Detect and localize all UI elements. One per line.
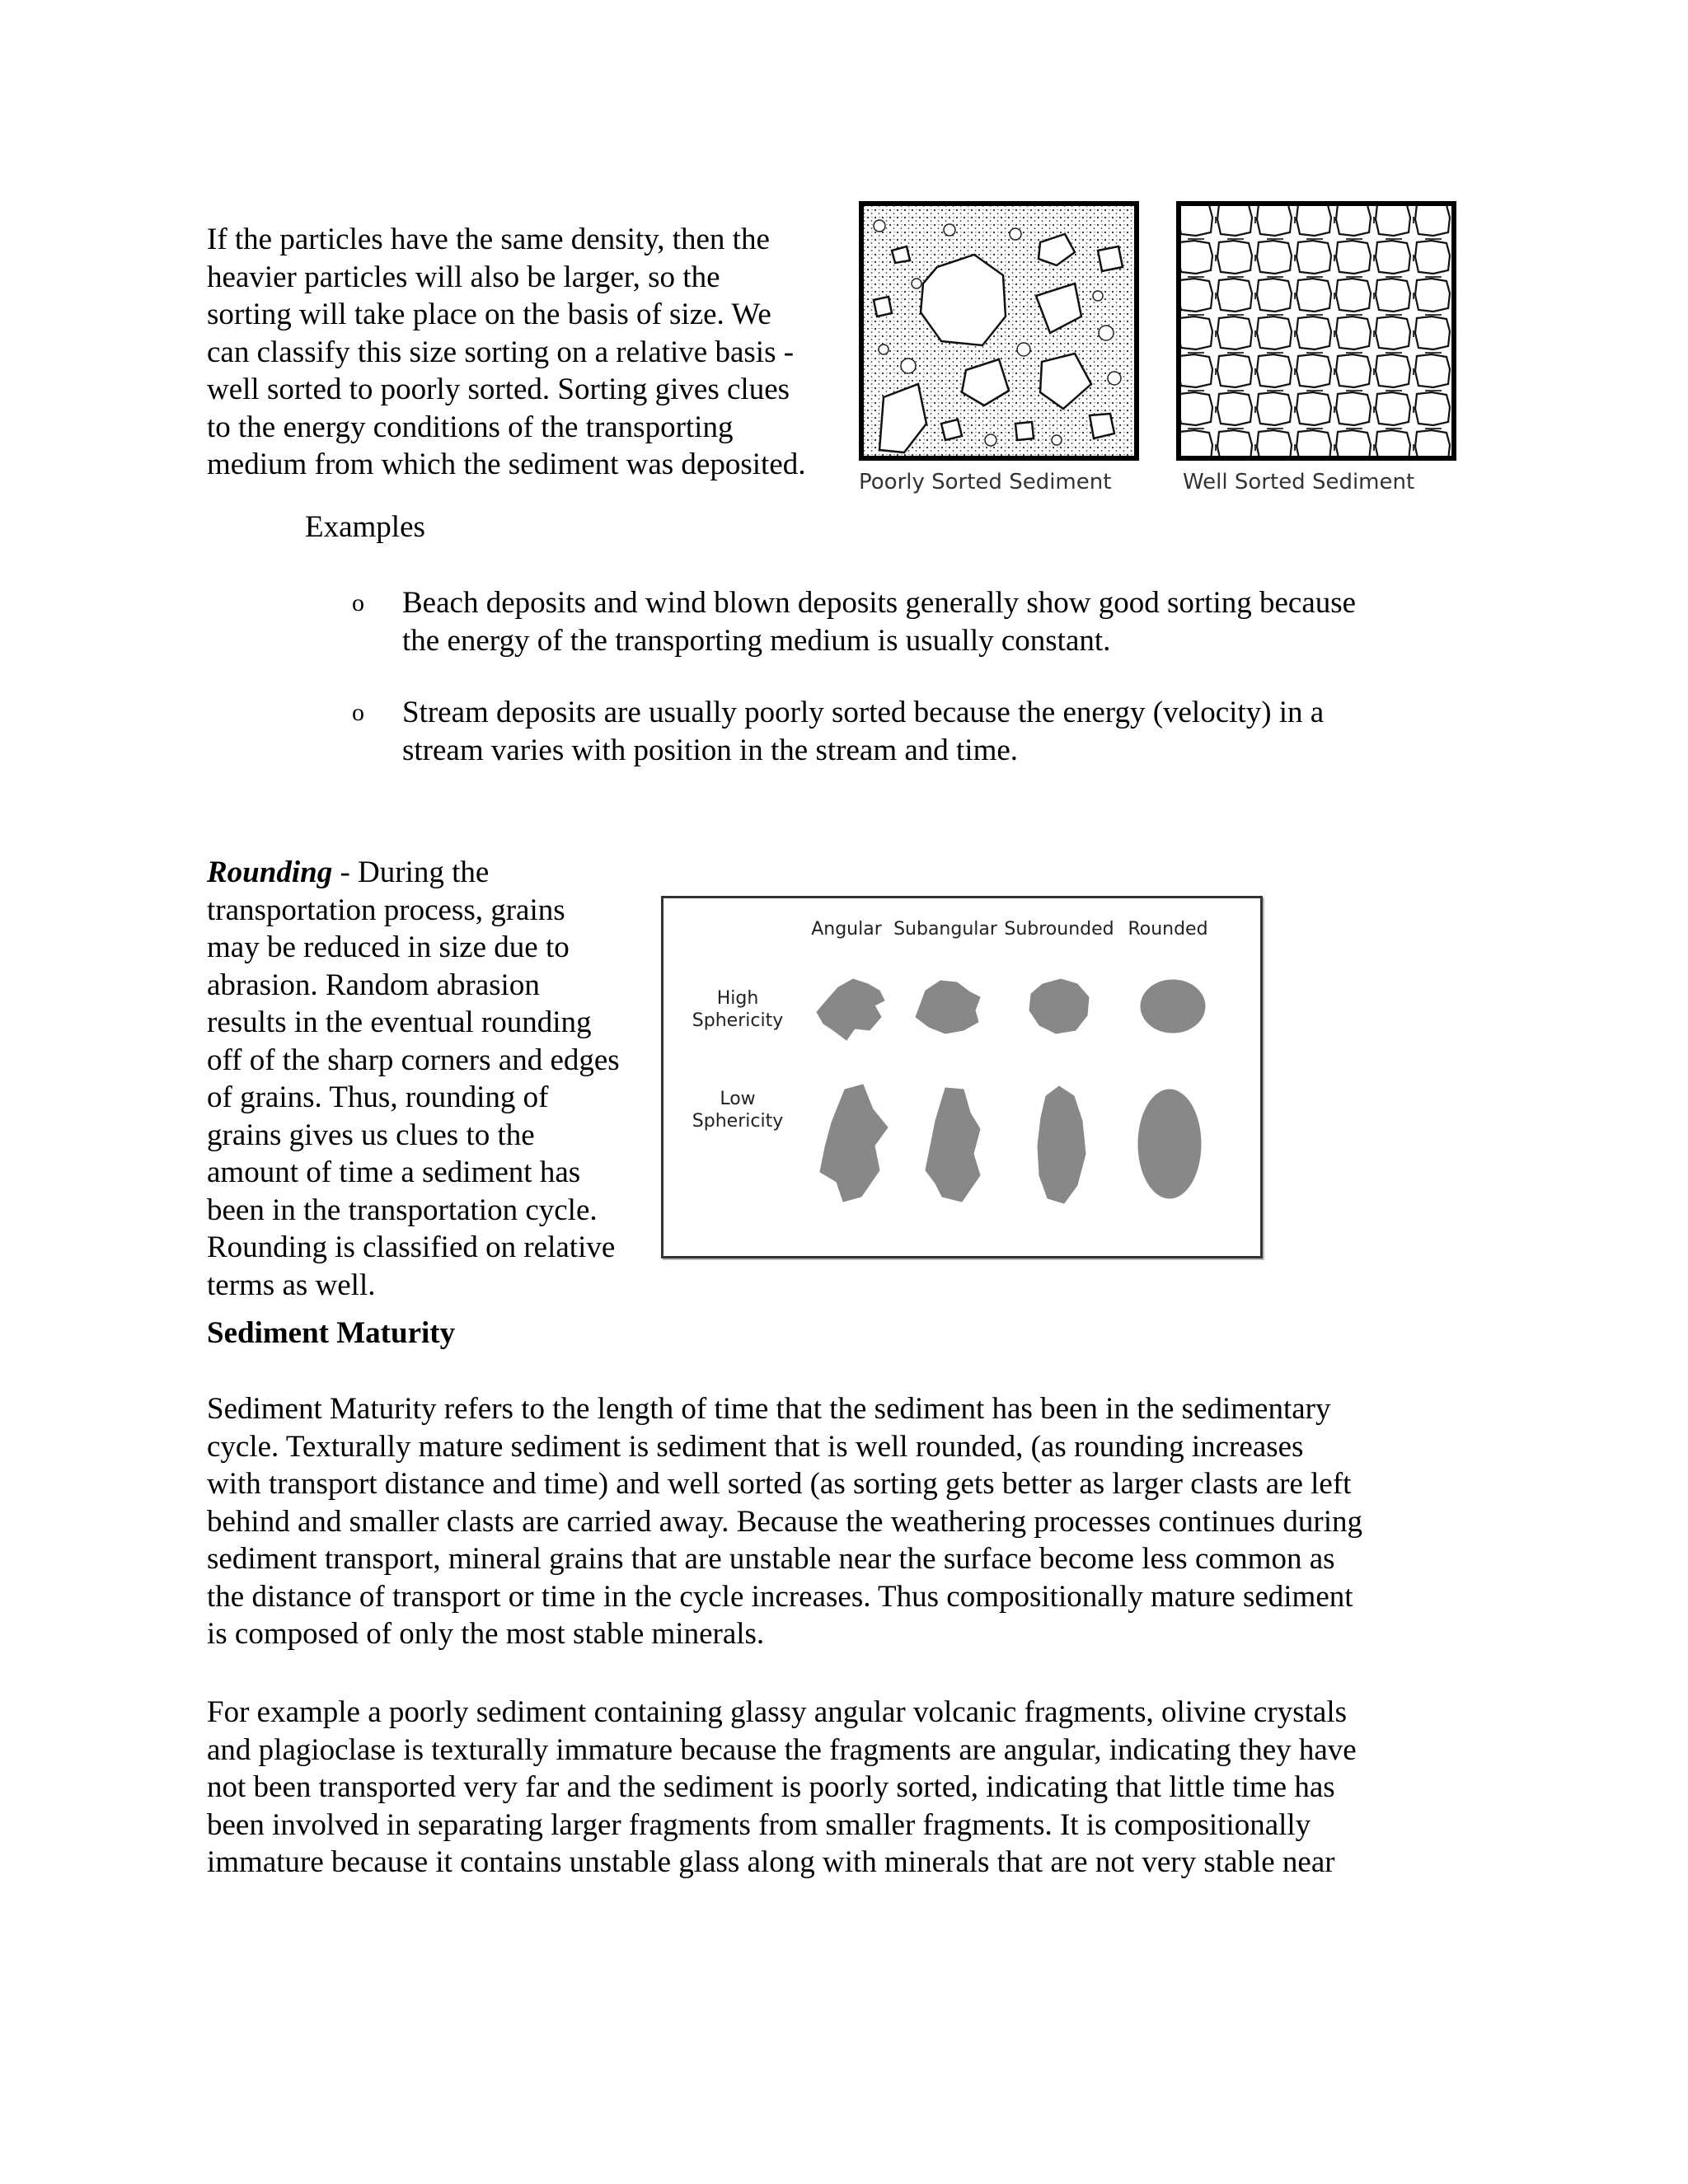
rounding-figure [661, 896, 1263, 1258]
text-line: can classify this size sorting on a relative basis - [207, 335, 795, 369]
text-line: heavier particles will also be larger, so the [207, 260, 720, 294]
text-line: been involved in separating larger fragments from smaller fragments. It is compositionally [207, 1807, 1311, 1842]
section-heading: Sediment Maturity [207, 1316, 456, 1350]
poorly-sorted-caption: Poorly Sorted Sediment [859, 470, 1112, 494]
text-line: and plagioclase is texturally immature because the fragments are angular, indicating they have [207, 1732, 1357, 1767]
text-line: Beach deposits and wind blown deposits generally show good sorting because [402, 586, 1357, 620]
well-sorted-caption: Well Sorted Sediment [1183, 470, 1415, 494]
text-line: transportation process, grains [207, 893, 565, 927]
grain-shapes [663, 898, 1260, 1256]
rounding-term: Rounding [207, 855, 333, 889]
text-line: Stream deposits are usually poorly sorted because the energy (velocity) in a [402, 696, 1325, 729]
well-sorted-image [1176, 201, 1456, 461]
text-line: immature because it contains unstable glass along with minerals that are not very stable near [207, 1845, 1335, 1879]
grain-angular-low-sphericity [820, 1085, 888, 1202]
poorly-sorted-image [859, 201, 1139, 461]
text-line: medium from which the sediment was deposited. [207, 448, 806, 481]
sorting-paragraph [207, 221, 866, 484]
examples-heading: Examples [305, 510, 425, 544]
text-line: may be reduced in size due to [207, 930, 570, 964]
sorting-figure [859, 201, 1461, 506]
text-line: grains gives us clues to the [207, 1118, 535, 1152]
grain-angular-high-sphericity [817, 979, 884, 1040]
grain-subangular-high-sphericity [916, 981, 980, 1033]
text-line: to the energy conditions of the transporting [207, 410, 734, 444]
text-line: Rounding is classified on relative [207, 1230, 616, 1264]
text-line: abrasion. Random abrasion [207, 968, 540, 1002]
column-label-subangular: Subangular [893, 919, 997, 940]
text-line: behind and smaller clasts are carried away. Because the weathering processes continues during [207, 1504, 1363, 1539]
text-line: amount of time a sediment has [207, 1155, 581, 1189]
text-line: of grains. Thus, rounding of [207, 1080, 549, 1114]
maturity-paragraph [207, 1390, 1493, 1653]
text-line: cycle. Texturally mature sediment is sediment that is well rounded, (as rounding increases [207, 1429, 1304, 1464]
text-line: with transport distance and time) and well sorted (as sorting gets better as larger clasts are left [207, 1467, 1352, 1501]
list-item [352, 694, 1473, 776]
bullet-icon: o [352, 699, 364, 726]
text-line: Sediment Maturity refers to the length of time that the sediment has been in the sedimentary [207, 1392, 1331, 1426]
grain-subangular-low-sphericity [926, 1088, 980, 1202]
text-line: is composed of only the most stable minerals. [207, 1617, 765, 1651]
example-paragraph [207, 1694, 1493, 1882]
text-line: results in the eventual rounding [207, 1005, 592, 1039]
text-line: Rounding - During the [207, 855, 490, 889]
text-line: terms as well. [207, 1268, 376, 1302]
grain-subrounded-high-sphericity [1029, 979, 1089, 1033]
text-line: For example a poorly sediment containing glassy angular volcanic fragments, olivine crystals [207, 1695, 1348, 1729]
low-sphericity-label: Low Sphericity [692, 1089, 784, 1132]
high-sphericity-label: High Sphericity [692, 988, 784, 1031]
grain-subrounded-low-sphericity [1038, 1086, 1085, 1203]
grain-rounded-low-sphericity [1138, 1090, 1201, 1198]
text-line: If the particles have the same density, then the [207, 223, 770, 256]
column-label-rounded: Rounded [1128, 919, 1208, 940]
text-line: the energy of the transporting medium is usually constant. [402, 623, 1111, 658]
text-line: stream varies with position in the stream and time. [402, 733, 1019, 767]
rounding-paragraph [207, 854, 668, 1304]
text-line: not been transported very far and the sediment is poorly sorted, indicating that little time has [207, 1770, 1335, 1804]
bullet-icon: o [352, 589, 364, 616]
text-line: the distance of transport or time in the cycle increases. Thus compositionally mature sediment [207, 1579, 1353, 1614]
grain-rounded-high-sphericity [1141, 980, 1205, 1033]
text-line: well sorted to poorly sorted. Sorting gives clues [207, 373, 790, 406]
text-line: been in the transportation cycle. [207, 1193, 598, 1227]
text-line: off of the sharp corners and edges [207, 1043, 620, 1077]
list-item [352, 584, 1473, 667]
column-label-subrounded: Subrounded [1004, 919, 1114, 940]
text-line: sorting will take place on the basis of size. We [207, 298, 771, 331]
column-label-angular: Angular [811, 919, 882, 940]
text-line: sediment transport, mineral grains that are unstable near the surface become less common as [207, 1542, 1335, 1576]
